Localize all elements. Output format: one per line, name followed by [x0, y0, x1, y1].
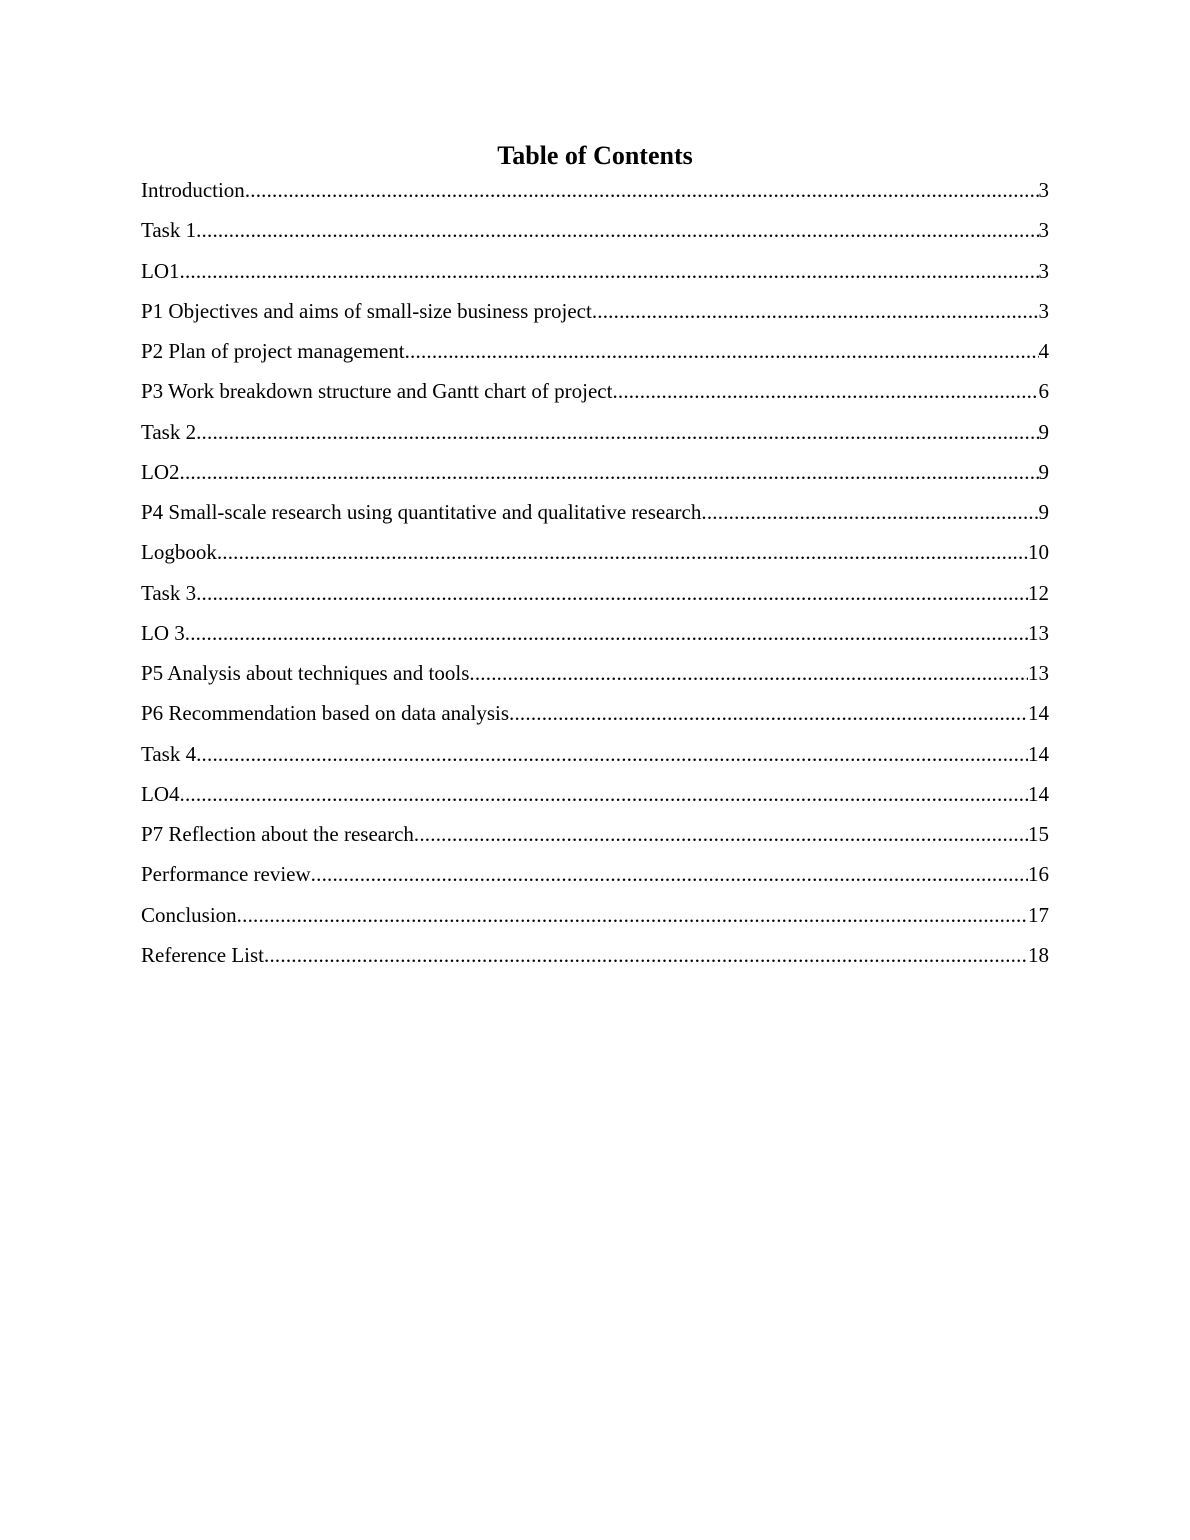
toc-dot-leader — [701, 496, 1038, 528]
toc-dot-leader — [612, 375, 1038, 407]
toc-entry-text: LO2 — [141, 459, 180, 484]
toc-entry-text: P7 Reflection about the research — [141, 822, 414, 846]
toc-entry-page-number: 9 — [1038, 459, 1049, 484]
toc-dot-leader — [196, 738, 1028, 770]
toc-dot-leader — [592, 295, 1039, 327]
toc-entry-page-number: 9 — [1038, 419, 1049, 444]
toc-entry-page-number: 14 — [1028, 701, 1049, 726]
toc-title: Table of Contents — [497, 141, 693, 170]
toc-dot-leader — [196, 577, 1028, 609]
toc-entry-text: Logbook — [141, 540, 217, 565]
toc-entry[interactable] — [141, 536, 1049, 576]
toc-entry-page-number: 6 — [1038, 379, 1049, 404]
toc-entry-text: P2 Plan of project management — [141, 339, 405, 363]
toc-entry-page-number: 12 — [1028, 580, 1049, 605]
toc-dot-leader — [509, 697, 1028, 729]
toc-entry[interactable] — [141, 335, 1049, 375]
toc-entry[interactable] — [141, 738, 1049, 778]
toc-entry-page-number: 10 — [1028, 540, 1049, 565]
toc-entry-text: P3 Work breakdown structure and Gantt chart of project — [141, 379, 613, 404]
toc-entry-page-number: 18 — [1028, 942, 1049, 967]
toc-entry-page-number: 15 — [1028, 822, 1049, 846]
toc-dot-leader — [414, 818, 1028, 850]
toc-dot-leader — [217, 536, 1028, 568]
toc-dot-leader — [405, 335, 1039, 367]
toc-dot-leader — [237, 899, 1028, 931]
toc-entry-text: LO1 — [141, 258, 180, 283]
toc-entry-page-number: 9 — [1038, 500, 1049, 524]
toc-entry-text: P1 Objectives and aims of small-size business project — [141, 298, 592, 323]
toc-entry-text: Task 3 — [141, 580, 197, 605]
toc-dot-leader — [264, 939, 1028, 971]
toc-entry-text: Introduction — [141, 178, 245, 202]
toc-entry-text: P4 Small-scale research using quantitative and qualitative research — [141, 500, 702, 524]
toc-entry[interactable] — [141, 778, 1049, 818]
toc-entry-text: P5 Analysis about techniques and tools — [141, 661, 470, 685]
toc-entry[interactable] — [141, 697, 1049, 737]
toc-dot-leader — [185, 617, 1028, 649]
toc-dot-leader — [180, 778, 1029, 810]
toc-entry[interactable] — [141, 174, 1049, 214]
toc-entry[interactable] — [141, 456, 1049, 496]
toc-entry-page-number: 4 — [1038, 339, 1049, 363]
toc-entry-text: Task 1 — [141, 218, 197, 243]
toc-entry-page-number: 13 — [1028, 661, 1049, 685]
toc-entry[interactable] — [141, 858, 1049, 898]
toc-entry-text: P6 Recommendation based on data analysis — [141, 701, 510, 726]
toc-dot-leader — [180, 456, 1039, 488]
toc-entry-page-number: 16 — [1028, 862, 1049, 887]
toc-entry[interactable] — [141, 295, 1049, 335]
toc-entry[interactable] — [141, 496, 1049, 536]
toc-entry[interactable] — [141, 899, 1049, 939]
toc-entry-page-number: 14 — [1028, 781, 1049, 806]
toc-entry[interactable] — [141, 657, 1049, 697]
toc-entry-text: Task 4 — [141, 741, 197, 766]
toc-entry[interactable] — [141, 416, 1049, 456]
toc-entry[interactable] — [141, 255, 1049, 295]
toc-dot-leader — [311, 858, 1028, 890]
toc-entry-page-number: 3 — [1038, 298, 1049, 323]
toc-entry[interactable] — [141, 617, 1049, 657]
toc-entry-text: Performance review — [141, 862, 311, 887]
toc-entry-text: Conclusion — [141, 902, 237, 927]
toc-dot-leader — [245, 174, 1039, 206]
toc-entry[interactable] — [141, 818, 1049, 858]
toc-entry-page-number: 17 — [1028, 902, 1049, 927]
toc-dot-leader — [469, 657, 1028, 689]
toc-entry-page-number: 3 — [1038, 178, 1049, 202]
toc-entry-text: LO4 — [141, 781, 180, 806]
toc-entry[interactable] — [141, 577, 1049, 617]
toc-entry[interactable] — [141, 214, 1049, 254]
toc-entry-text: Task 2 — [141, 419, 197, 444]
toc-entry-text: LO 3 — [141, 620, 185, 645]
toc-entry-page-number: 3 — [1038, 258, 1049, 283]
toc-list — [141, 174, 1049, 979]
toc-dot-leader — [196, 416, 1038, 448]
toc-entry-page-number: 3 — [1038, 218, 1049, 243]
toc-entry[interactable] — [141, 375, 1049, 415]
toc-entry-page-number: 13 — [1028, 620, 1049, 645]
toc-entry-page-number: 14 — [1028, 741, 1049, 766]
toc-entry[interactable] — [141, 939, 1049, 979]
toc-dot-leader — [196, 214, 1038, 246]
toc-dot-leader — [180, 255, 1039, 287]
toc-entry-text: Reference List — [141, 942, 265, 967]
